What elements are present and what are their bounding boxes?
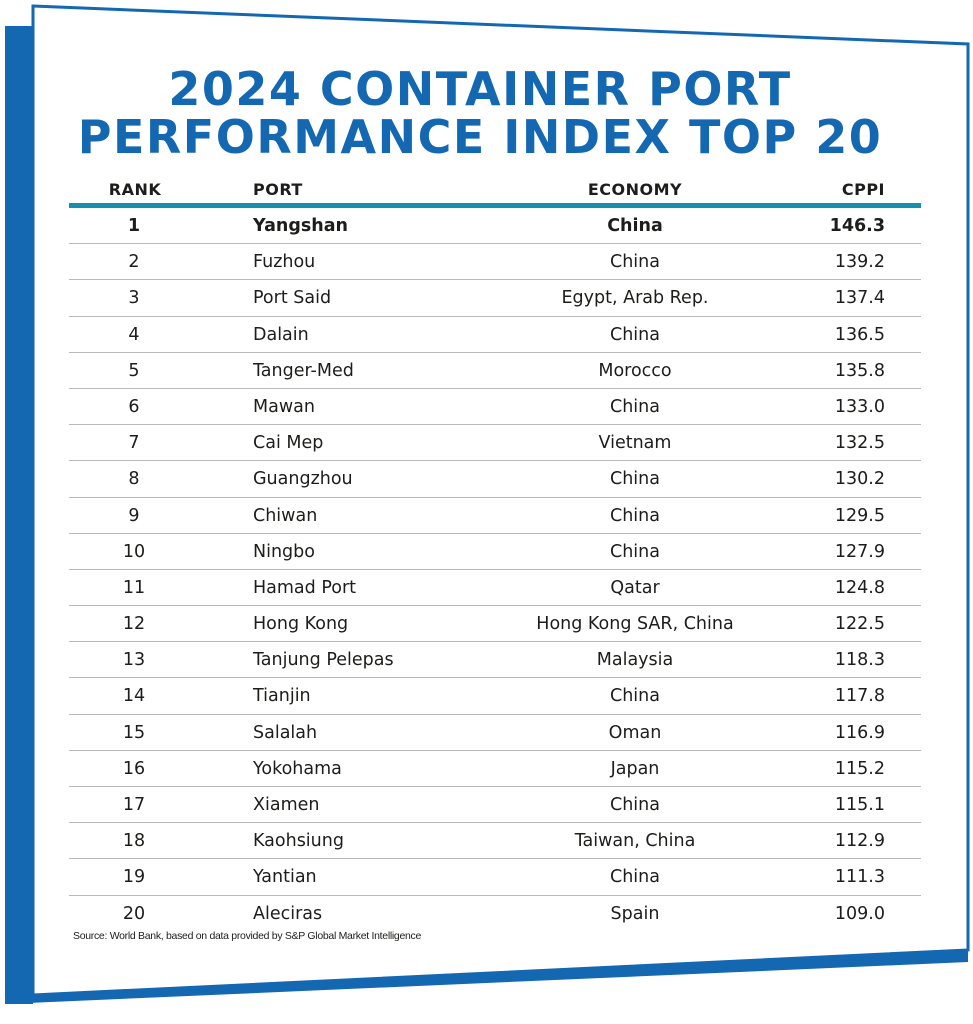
economy-cell: Spain [610,903,660,924]
rank-cell: 4 [128,324,140,345]
table-row [69,606,921,642]
port-cell: Kaohsiung [253,831,344,852]
table-row [69,642,921,678]
port-cell: Yantian [253,867,317,888]
rank-cell: 2 [128,252,140,273]
column-header-cppi: CPPI [841,180,885,199]
rank-cell: 6 [128,396,140,417]
cppi-cell: 109.0 [834,903,885,924]
economy-cell: China [610,396,660,417]
port-cell: Tianjin [253,686,311,707]
table-row [69,208,921,244]
table-row [69,751,921,787]
rank-cell: 8 [128,469,140,490]
table-row [69,425,921,461]
economy-cell: Egypt, Arab Rep. [561,288,709,309]
rank-cell: 20 [122,903,146,924]
rank-cell: 10 [122,541,146,562]
port-cell: Xiamen [253,795,320,815]
table-row [69,389,921,425]
port-cell: Tanger-Med [253,360,354,381]
economy-cell: China [610,505,660,526]
rank-cell: 11 [122,577,146,598]
port-cell: Ningbo [253,541,315,562]
table-row [69,244,921,280]
rank-cell: 9 [128,505,140,526]
table-row [69,534,921,570]
table-row [69,859,921,895]
rank-cell: 13 [122,650,146,671]
rank-cell: 3 [128,288,140,309]
economy-cell: China [610,795,660,815]
rank-cell: 1 [127,216,141,236]
cppi-cell: 127.9 [834,541,885,562]
table-row [69,715,921,751]
table-row [69,570,921,606]
rank-cell: 19 [122,867,146,888]
table-row [69,317,921,353]
economy-cell: Malaysia [596,650,674,671]
column-header-port: PORT [253,180,303,199]
table-row [69,498,921,534]
cppi-cell: 117.8 [834,686,885,707]
economy-cell: Qatar [610,577,660,598]
table-row [69,353,921,389]
cppi-cell: 135.8 [834,360,885,381]
port-cell: Port Said [253,288,332,309]
page-title-line-1: 2024 CONTAINER PORT [168,62,792,116]
port-cell: Hong Kong [253,614,349,635]
port-cell: Mawan [253,396,315,417]
table-row [69,280,921,316]
economy-cell: Japan [610,758,660,779]
cppi-cell: 111.3 [834,867,885,888]
economy-cell: Taiwan, China [574,831,696,852]
cppi-cell: 133.0 [834,396,885,417]
economy-cell: Vietnam [598,433,672,454]
port-cell: Guangzhou [253,469,353,490]
cppi-cell: 136.5 [834,324,885,345]
cppi-cell: 139.2 [834,252,885,273]
rank-cell: 14 [122,686,146,707]
port-cell: Cai Mep [253,433,324,454]
economy-cell: China [610,252,660,273]
page-title-line-2: PERFORMANCE INDEX TOP 20 [77,110,883,164]
port-cell: Tanjung Pelepas [253,650,394,671]
cppi-cell: 132.5 [834,433,885,454]
cppi-cell: 112.9 [834,831,885,852]
economy-cell: China [610,541,660,562]
port-cell: Salalah [253,722,318,743]
economy-cell: China [610,867,660,888]
port-cell: Fuzhou [253,252,316,273]
cppi-cell: 137.4 [834,288,885,309]
table-row [69,461,921,497]
rank-cell: 17 [122,795,146,815]
port-cell: Aleciras [253,903,323,924]
economy-cell: China [607,216,663,236]
table-row [69,787,921,823]
table-row [69,896,921,931]
source-note: Source: World Bank, based on data provided by S&P Global Market Intelligence [73,930,422,942]
rank-cell: 15 [122,722,146,743]
cppi-cell: 118.3 [834,650,885,671]
table-row [69,823,921,859]
port-cell: Dalain [253,324,309,345]
economy-cell: Morocco [598,360,672,381]
port-cell: Hamad Port [253,577,357,598]
economy-cell: China [610,324,660,345]
cppi-cell: 116.9 [834,722,885,743]
column-header-rank: RANK [108,180,162,199]
cppi-cell: 129.5 [834,505,885,526]
rank-cell: 12 [122,614,146,635]
port-cell: Chiwan [253,505,318,526]
cppi-cell: 130.2 [834,469,885,490]
cppi-cell: 146.3 [829,216,885,236]
cppi-cell: 115.1 [834,795,885,815]
rank-cell: 18 [122,831,146,852]
cppi-cell: 122.5 [834,614,885,635]
economy-cell: China [610,469,660,490]
economy-cell: Hong Kong SAR, China [536,614,734,635]
column-header-economy: ECONOMY [587,180,683,199]
rank-cell: 5 [128,360,140,381]
port-cell: Yangshan [253,216,349,236]
cppi-cell: 124.8 [834,577,885,598]
rank-cell: 16 [122,758,146,779]
table-body [69,208,921,931]
table-row [69,678,921,714]
rank-cell: 7 [128,433,140,454]
port-cell: Yokohama [253,758,342,779]
economy-cell: China [610,686,660,707]
economy-cell: Oman [608,722,662,743]
cppi-cell: 115.2 [834,758,885,779]
